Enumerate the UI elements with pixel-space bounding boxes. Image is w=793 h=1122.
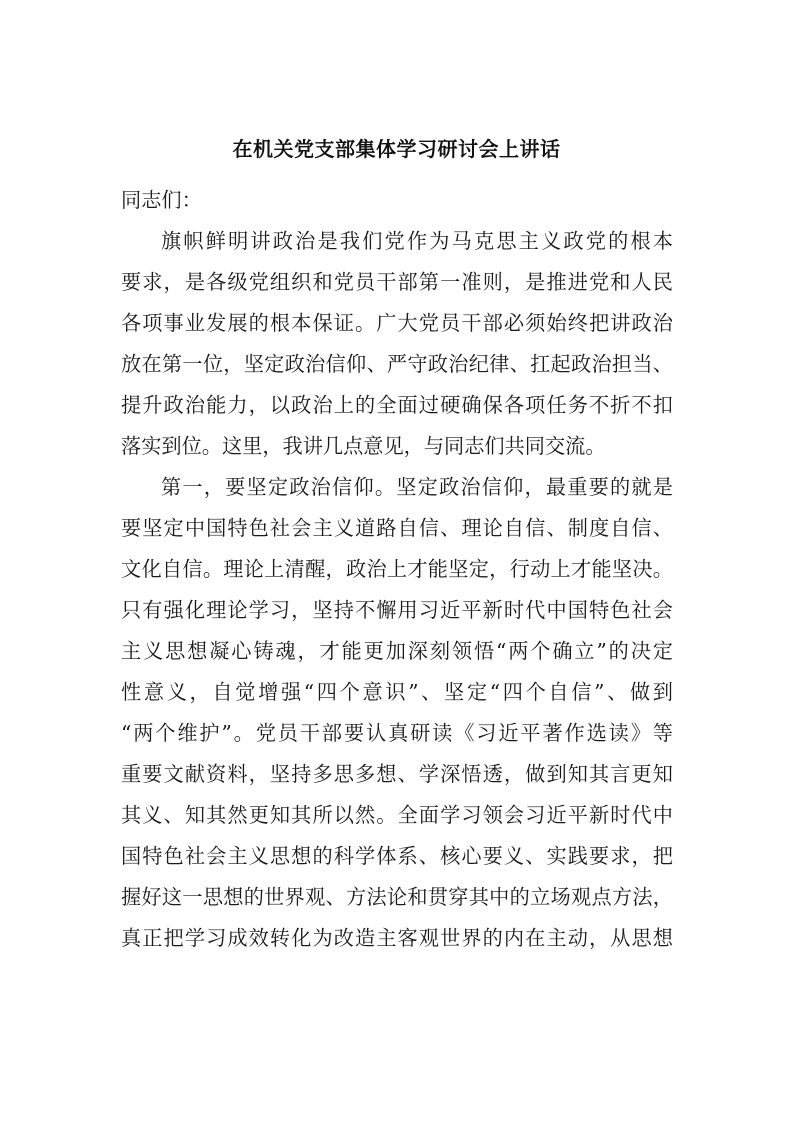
paragraph-line: 真正把学习成效转化为改造主客观世界的内在主动，从思想 — [121, 926, 673, 950]
paragraph-line: 只有强化理论学习，坚持不懈用习近平新时代中国特色社会 — [121, 598, 673, 622]
paragraph-line: 主义思想凝心铸魂，才能更加深刻领悟“两个确立”的决定 — [121, 639, 673, 663]
paragraph-line: 落实到位。这里，我讲几点意见，与同志们共同交流。 — [121, 434, 606, 458]
paragraph-line: “两个维护”。党员干部要认真研读《习近平著作选读》等 — [121, 721, 673, 745]
paragraph-line: 国特色社会主义思想的科学体系、核心要义、实践要求，把 — [121, 844, 673, 868]
paragraph-line: 旗帜鲜明讲政治是我们党作为马克思主义政党的根本 — [161, 229, 673, 253]
paragraph-line: 放在第一位，坚定政治信仰、严守政治纪律、扛起政治担当、 — [121, 352, 673, 376]
paragraph-line: 第一，要坚定政治信仰。坚定政治信仰，最重要的就是 — [161, 475, 673, 499]
salutation: 同志们： — [121, 188, 202, 212]
paragraph-line: 文化自信。理论上清醒，政治上才能坚定，行动上才能坚决。 — [121, 557, 673, 581]
paragraph-line: 其义、知其然更知其所以然。全面学习领会习近平新时代中 — [121, 803, 673, 827]
paragraph-line: 各项事业发展的根本保证。广大党员干部必须始终把讲政治 — [121, 311, 673, 335]
paragraph-line: 提升政治能力，以政治上的全面过硬确保各项任务不折不扣 — [121, 393, 673, 417]
page-title: 在机关党支部集体学习研讨会上讲话 — [232, 137, 561, 161]
paragraph-line: 性意义，自觉增强“四个意识”、坚定“四个自信”、做到 — [121, 680, 673, 704]
paragraph-line: 握好这一思想的世界观、方法论和贯穿其中的立场观点方法， — [121, 885, 673, 909]
document-body — [121, 180, 673, 959]
paragraph-line: 重要文献资料，坚持多思多想、学深悟透，做到知其言更知 — [121, 762, 673, 786]
paragraph-line: 要坚定中国特色社会主义道路自信、理论自信、制度自信、 — [121, 516, 673, 540]
paragraph-line: 要求，是各级党组织和党员干部第一准则，是推进党和人民 — [121, 270, 673, 294]
